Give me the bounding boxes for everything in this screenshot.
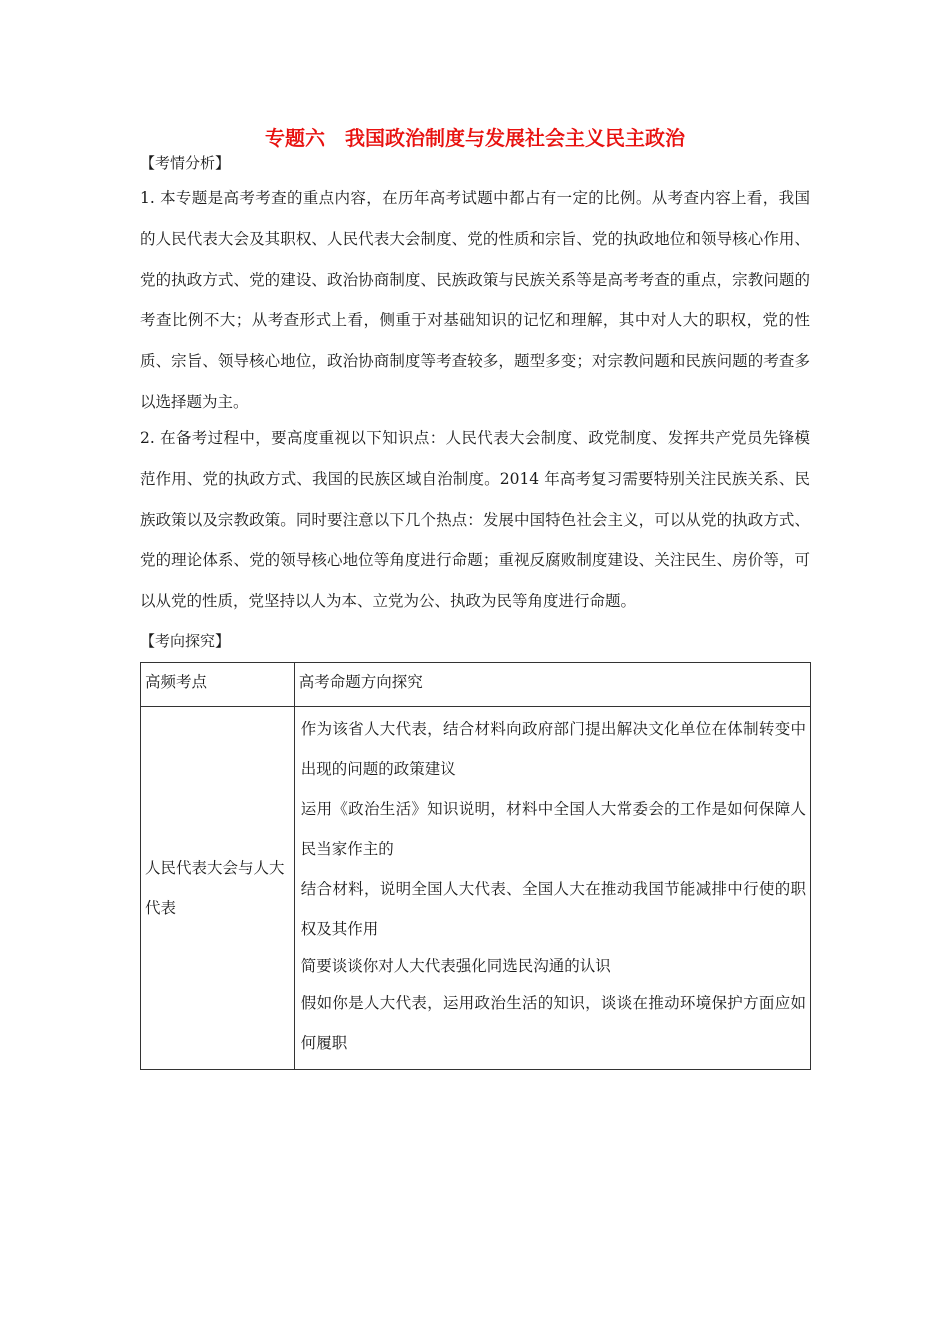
header-topic-label: 高频考点 xyxy=(145,673,208,691)
table-header-cell xyxy=(141,663,295,707)
direction-list xyxy=(295,707,810,1069)
paragraph-analysis-2: 2. 在备考过程中，要高度重视以下知识点：人民代表大会制度、政党制度、发挥共产党员先锋模范作用、党的执政方式、我国的民族区域自治制度。2014 年高考复习需要特别关注民族关系、民族政策以及宗教政策。同时要注意以下几个热点：发展中国特色社会主义，可以从党的执政方式、党的理论体系、党的领导核心地位等角度进行命题；重视反腐败制度建设、关注民生、房价等，可以从党的性质，党坚持以人为本、立党为公、执政为民等角度进行命题。 xyxy=(140,429,810,611)
header-direction-label: 高考命题方向探究 xyxy=(298,673,423,691)
section-heading-analysis: 【考情分析】 xyxy=(140,154,231,172)
paragraph-analysis-1: 1. 本专题是高考考查的重点内容，在历年高考试题中都占有一定的比例。从考查内容上看，我国的人民代表大会及其职权、人民代表大会制度、党的性质和宗旨、党的执政地位和领导核心作用、党的执政方式、党的建设、政治协商制度、民族政策与民族关系等是高考考查的重点，宗教问题的考查比例不大；从考查形式上看，侧重于对基础知识的记忆和理解，其中对人大的职权，党的性质、宗旨、领导核心地位，政治协商制度等考查较多，题型多变；对宗教问题和民族问题的考查多以选择题为主。 xyxy=(140,189,810,411)
topic-label: 人民代表大会与人大代表 xyxy=(145,859,285,917)
section-heading-direction: 【考向探究】 xyxy=(140,632,231,650)
table-cell-topic xyxy=(141,707,295,1070)
list-item: 作为该省人大代表，结合材料向政府部门提出解决文化单位在体制转变中出现的问题的政策建议 xyxy=(300,720,806,778)
table-cell-directions xyxy=(294,707,810,1070)
list-item: 结合材料，说明全国人大代表、全国人大在推动我国节能减排中行使的职权及其作用 xyxy=(300,880,806,938)
table-header-row xyxy=(141,663,811,707)
table-header-cell xyxy=(294,663,810,707)
document-title: 专题六 我国政治制度与发展社会主义民主政治 xyxy=(265,126,685,150)
list-item: 假如你是人大代表，运用政治生活的知识，谈谈在推动环境保护方面应如何履职 xyxy=(300,994,806,1052)
table-row xyxy=(141,707,811,1070)
list-item: 简要谈谈你对人大代表强化同选民沟通的认识 xyxy=(300,957,611,975)
exam-topics-table xyxy=(140,662,811,1070)
list-item: 运用《政治生活》知识说明，材料中全国人大常委会的工作是如何保障人民当家作主的 xyxy=(300,800,806,858)
